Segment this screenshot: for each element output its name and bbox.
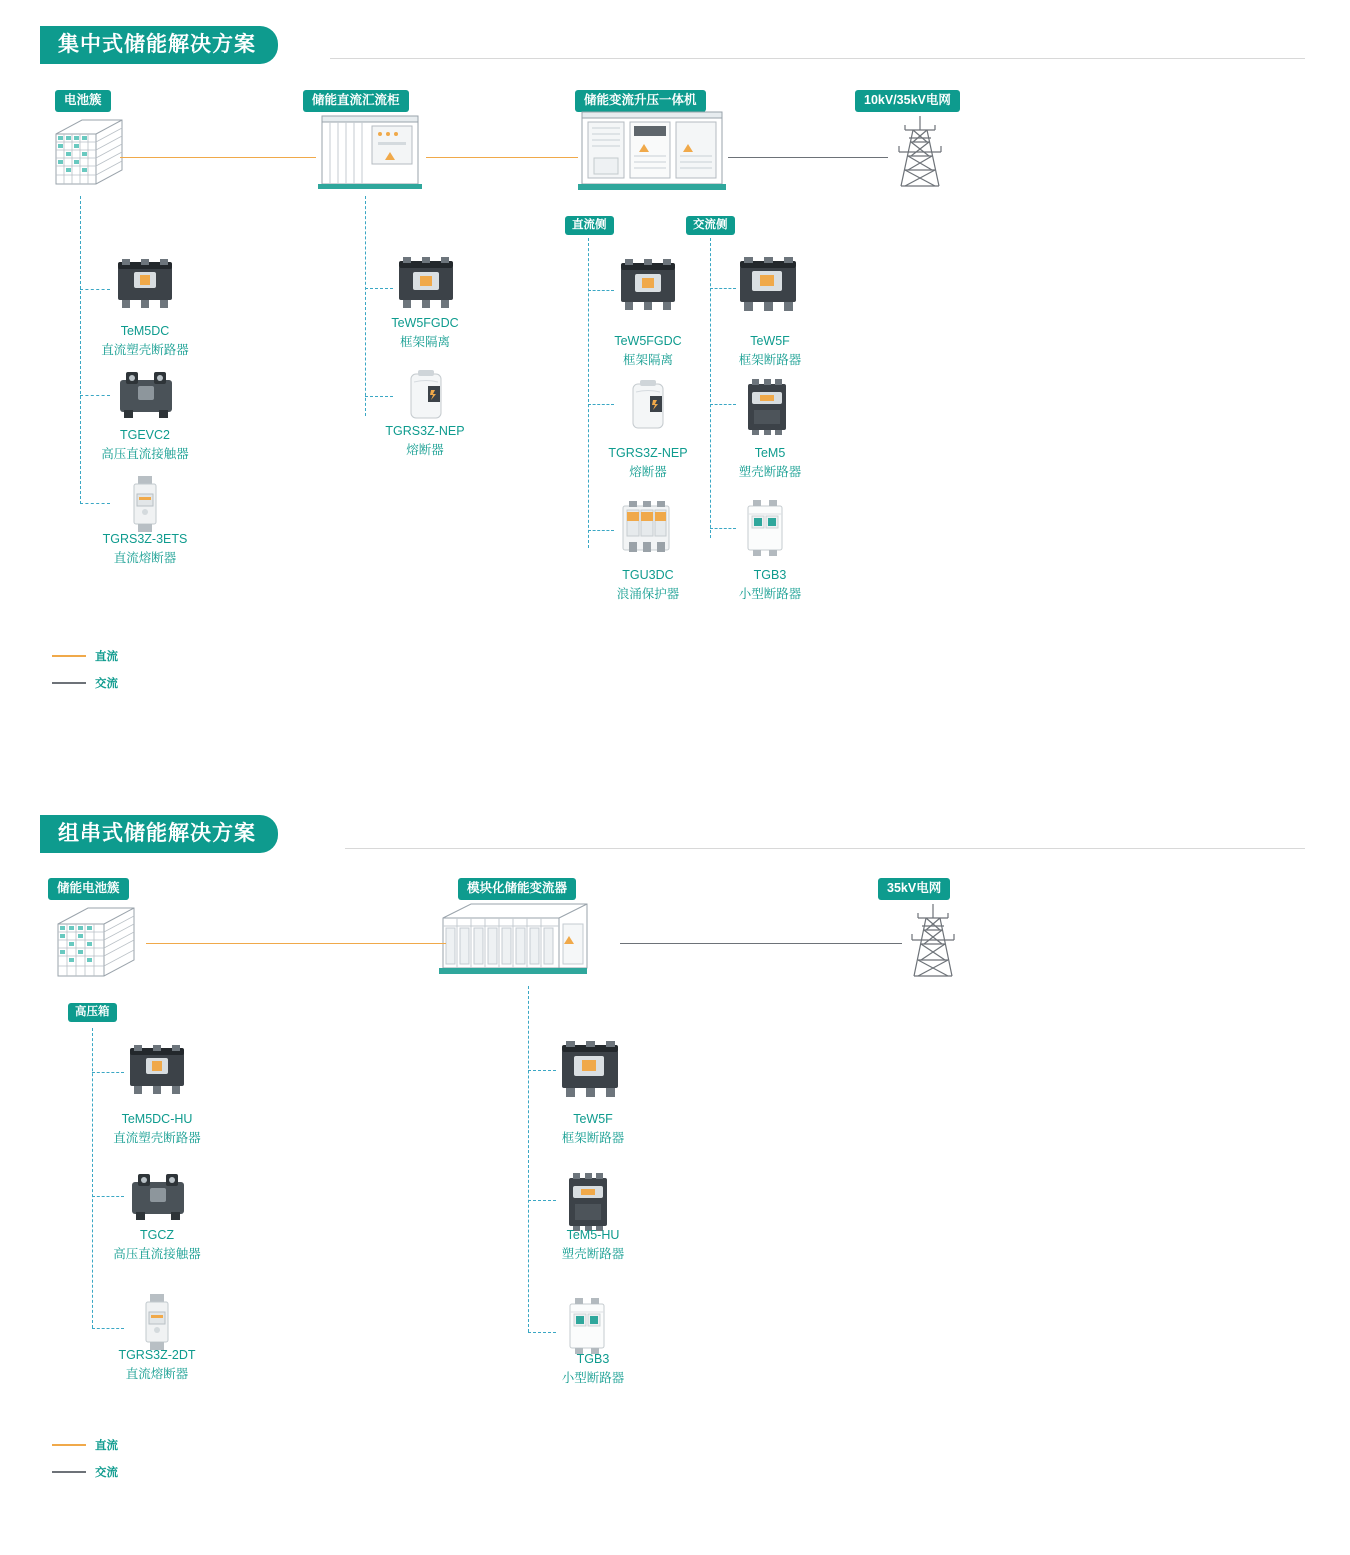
- product-icon-mccb-tem5dc: [114, 258, 176, 310]
- product-name: TGRS3Z-2DT: [118, 1348, 196, 1362]
- product-desc: 框架断路器: [738, 352, 802, 367]
- grid-pylon-icon: [885, 112, 955, 190]
- product-icon-cylfuse-tgrs3znep-2: [626, 378, 670, 434]
- section-header-string: [40, 815, 278, 853]
- product-name: TGCZ: [139, 1228, 175, 1242]
- battery-cluster-icon: [44, 898, 144, 990]
- dash-branch-tgrs3z2dt: [92, 1328, 124, 1329]
- section-title: 组串式储能解决方案: [40, 815, 278, 853]
- product-name: TGB3: [753, 568, 787, 582]
- product-label-tem5dc-hu: [77, 1110, 237, 1148]
- dash-trunk-ac-side: [710, 238, 711, 538]
- product-icon-mccb-tem5hu: [562, 1172, 614, 1232]
- dash-branch-tem5hu: [528, 1200, 556, 1201]
- tag-pcs-integrated-machine: 储能变流升压一体机: [575, 90, 706, 112]
- dash-branch-tew5fgdc-2: [588, 290, 614, 291]
- dash-branch-tew5f: [710, 288, 736, 289]
- grid-pylon-icon: [898, 900, 968, 980]
- product-label-tew5f: [690, 332, 850, 370]
- battery-cluster-icon: [44, 112, 130, 197]
- legend-label-dc: 直流: [95, 651, 118, 663]
- product-label-tgevc2: [65, 426, 225, 464]
- product-name: TGRS3Z-NEP: [385, 424, 465, 438]
- product-name: TeM5DC-HU: [121, 1112, 193, 1126]
- product-desc: 直流塑壳断路器: [113, 1130, 201, 1145]
- dash-branch-tgb3: [710, 528, 736, 529]
- product-name: TeW5F: [750, 334, 790, 348]
- product-desc: 直流熔断器: [113, 550, 177, 565]
- dash-trunk-hv-box: [92, 1028, 93, 1328]
- product-desc: 小型断路器: [561, 1370, 625, 1385]
- section-divider: [330, 58, 1305, 59]
- dash-branch-tgevc2: [80, 395, 110, 396]
- dash-branch-tew5fgdc-1: [365, 288, 393, 289]
- product-name: TeW5F: [573, 1112, 613, 1126]
- product-icon-cylfuse-tgrs3znep-1: [404, 368, 448, 424]
- product-desc: 熔断器: [629, 464, 667, 479]
- dc-line-swatch: [52, 655, 86, 657]
- product-desc: 框架断路器: [561, 1130, 625, 1145]
- product-icon-acb-tew5f: [558, 1040, 622, 1098]
- product-icon-mccb-tem5dchu: [126, 1044, 188, 1096]
- product-icon-contactor-tgcz: [126, 1168, 190, 1222]
- legend-label-ac: 交流: [95, 1467, 118, 1479]
- product-label-tem5dc: [65, 322, 225, 360]
- product-desc: 塑壳断路器: [561, 1246, 625, 1261]
- product-label-tem5: [690, 444, 850, 482]
- product-label-tgrs3z-3ets: [65, 530, 225, 568]
- dash-branch-tgcz: [92, 1196, 124, 1197]
- dash-branch-tgrs3znep-2: [588, 404, 614, 405]
- ac-line-pcs-to-grid: [620, 943, 902, 944]
- product-icon-contactor-tgevc2: [114, 366, 178, 420]
- product-label-tew5f: [513, 1110, 673, 1148]
- dash-trunk-pcs: [528, 986, 529, 1332]
- product-icon-mcb-tgb3: [564, 1298, 610, 1354]
- product-name: TGU3DC: [622, 568, 674, 582]
- product-desc: 浪涌保护器: [616, 586, 680, 601]
- product-name: TeW5FGDC: [614, 334, 682, 348]
- product-desc: 直流熔断器: [125, 1366, 189, 1381]
- product-label-tgb3: [690, 566, 850, 604]
- tag-ac-side: 交流侧: [686, 216, 735, 235]
- product-label-tem5-hu: [513, 1226, 673, 1264]
- legend-row-ac: [52, 1464, 118, 1480]
- product-name: TeM5DC: [120, 324, 170, 338]
- dash-branch-tgu3dc: [588, 530, 614, 531]
- dc-line-swatch: [52, 1444, 86, 1446]
- product-desc: 高压直流接触器: [101, 446, 189, 461]
- legend-row-ac: [52, 675, 118, 691]
- product-desc: 框架隔离: [622, 352, 673, 367]
- section-title: 集中式储能解决方案: [40, 26, 278, 64]
- dash-branch-tem5dc: [80, 289, 110, 290]
- tag-dc-side: 直流侧: [565, 216, 614, 235]
- product-icon-fuse-tgrs3z3ets: [126, 474, 164, 534]
- product-icon-acb-tew5f: [736, 256, 800, 312]
- product-desc: 塑壳断路器: [738, 464, 802, 479]
- product-label-tgrs3znep-1: [345, 422, 505, 460]
- product-icon-acb-tew5fgdc-2: [617, 258, 679, 312]
- product-label-tgb3: [513, 1350, 673, 1388]
- product-icon-acb-tew5fgdc-1: [395, 256, 457, 310]
- ac-line-swatch: [52, 1471, 86, 1473]
- product-icon-spd-tgu3dc: [619, 500, 673, 556]
- product-icon-mccb-tem5: [742, 378, 792, 436]
- product-name: TeW5FGDC: [391, 316, 459, 330]
- tag-grid: 10kV/35kV电网: [855, 90, 960, 112]
- tag-modular-pcs: 模块化储能变流器: [458, 878, 576, 900]
- legend-string: [52, 1437, 118, 1491]
- tag-dc-combiner-cabinet: 储能直流汇流柜: [303, 90, 409, 112]
- product-name: TGB3: [576, 1352, 610, 1366]
- product-desc: 熔断器: [406, 442, 444, 457]
- ac-line-swatch: [52, 682, 86, 684]
- legend-row-dc: [52, 1437, 118, 1453]
- product-label-tgrs3z-2dt: [77, 1346, 237, 1384]
- product-desc: 直流塑壳断路器: [101, 342, 189, 357]
- product-desc: 小型断路器: [738, 586, 802, 601]
- dash-trunk-dc-side: [588, 238, 589, 548]
- ac-line-pcs-to-grid: [728, 157, 888, 158]
- tag-hv-box: 高压箱: [68, 1003, 117, 1022]
- legend-row-dc: [52, 648, 118, 664]
- tag-battery-cluster: 电池簇: [55, 90, 111, 112]
- product-name: TGRS3Z-3ETS: [102, 532, 188, 546]
- dash-branch-tem5: [710, 404, 736, 405]
- product-name: TGRS3Z-NEP: [608, 446, 688, 460]
- dash-branch-tgrs3z3ets: [80, 503, 110, 504]
- tag-battery-cluster: 储能电池簇: [48, 878, 129, 900]
- tag-grid: 35kV电网: [878, 878, 950, 900]
- section-header-centralized: [40, 26, 278, 64]
- product-name: TGEVC2: [119, 428, 170, 442]
- legend-centralized: [52, 648, 118, 702]
- product-name: TeM5-HU: [566, 1228, 620, 1242]
- product-desc: 高压直流接触器: [113, 1246, 201, 1261]
- dash-trunk-cabinet: [365, 196, 366, 416]
- pcs-integrated-machine-icon: [578, 108, 726, 196]
- product-icon-fuse-tgrs3z2dt: [138, 1292, 176, 1352]
- product-label-tgcz: [77, 1226, 237, 1264]
- dash-branch-tgrs3znep-1: [365, 396, 393, 397]
- dc-line-cabinet-to-pcs: [426, 157, 578, 158]
- legend-label-dc: 直流: [95, 1440, 118, 1452]
- dash-branch-tgb3: [528, 1332, 556, 1333]
- dash-branch-tew5f: [528, 1070, 556, 1071]
- dc-line-battery-to-cabinet: [120, 157, 316, 158]
- product-label-tew5fgdc-1: [345, 314, 505, 352]
- product-name: TeM5: [754, 446, 786, 460]
- dash-branch-tem5dchu: [92, 1072, 124, 1073]
- dc-line-battery-to-pcs: [146, 943, 446, 944]
- product-desc: 框架隔离: [399, 334, 450, 349]
- section-divider: [345, 848, 1305, 849]
- dc-combiner-cabinet-icon: [316, 112, 426, 194]
- legend-label-ac: 交流: [95, 678, 118, 690]
- modular-pcs-icon: [435, 898, 595, 988]
- product-icon-mcb-tgb3: [742, 500, 788, 556]
